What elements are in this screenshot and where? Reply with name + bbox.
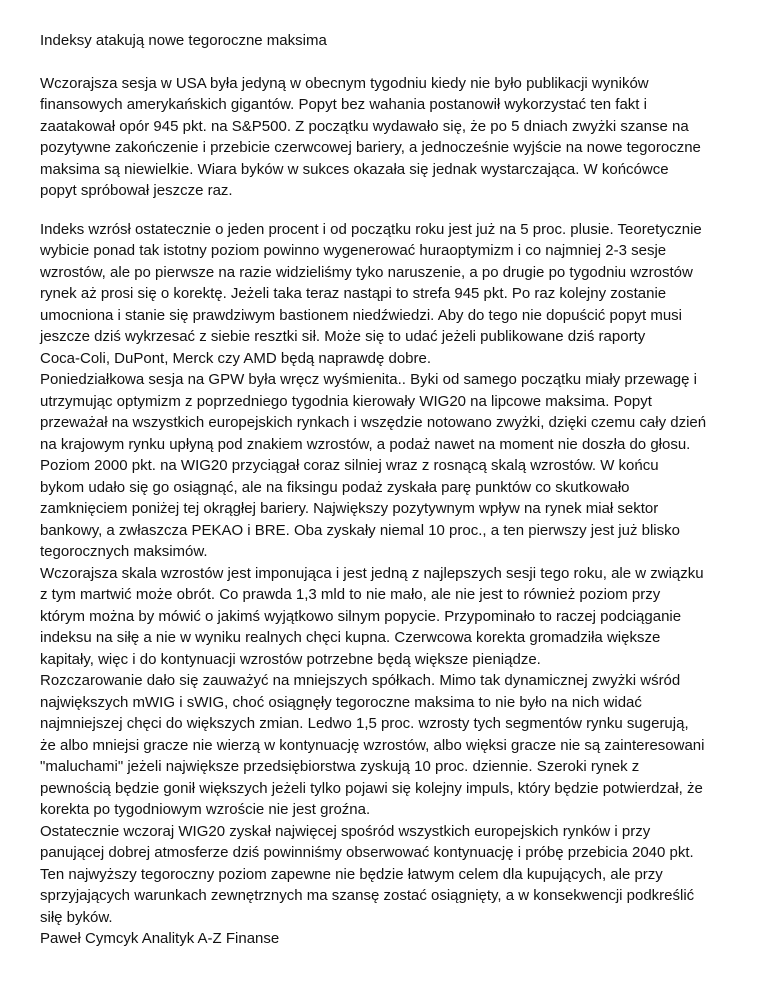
document-body — [40, 30, 740, 950]
article-title: Indeksy atakują nowe tegoroczne maksima — [40, 32, 327, 49]
paragraph-5: Rozczarowanie dało się zauważyć na mniejszych spółkach. Mimo tak dynamicznej zwyżki wśród największych mWIG i sWIG, choć osiągnęły tegoroczne maksima to nie było na nich widać najmniejszej chęci do większych zmian. Ledwo 1,5 proc. wzrosty tych segmentów rynku sugerują, że albo mniejsi gracze nie wierzą w kontynuację wzrostów, albo więksi gracze nie są zainteresowani "maluchami" jeżeli największe przedsiębiorstwa zyskują 10 proc. dziennie. Szeroki rynek z pewnością będzie gonił większych jeżeli tylko pojawi się kolejny impuls, który będzie potwierdzał, że korekta po tygodniowym wzroście nie jest groźna. — [40, 672, 705, 818]
paragraph-6: Ostatecznie wczoraj WIG20 zyskał najwięcej spośród wszystkich europejskich rynków i przy panującej dobrej atmosferze dziś powinniśmy obserwować kontynuację i próbę przebicia 2040 pkt. Ten najwyższy tegoroczny poziom zapewne nie będzie łatwym celem dla kupujących, ale przy sprzyjających warunkach zewnętrznych ma szansę zostać osiągnięty, a w konsekwencji podkreślić siłę byków. — [40, 822, 695, 926]
paragraph-2: Indeks wzrósł ostatecznie o jeden procent i od początku roku jest już na 5 proc. plusie. Teoretycznie wybicie ponad tak istotny poziom powinno wygenerować huraoptymizm i co najmniej 2-3 sesje wzrostów, ale po pierwsze na razie widzieliśmy tyko naruszenie, a po drugie po tygodniu wzrostów rynek aż prosi się o korektę. Jeżeli taka teraz nastąpi to strefa 945 pkt. Po raz kolejny zostanie umocniona i stanie się prawdziwym bastionem niedźwiedzi. Aby do tego nie dopuścić popyt musi jeszcze dziś wykrzesać z siebie resztki sił. Może się to udać jeżeli publikowane dziś raporty Coca-Coli, DuPont, Merck czy AMD będą naprawdę dobre. — [40, 220, 702, 367]
paragraph-4: Wczorajsza skala wzrostów jest imponująca i jest jedną z najlepszych sesji tego roku, ale w związku z tym martwić może obrót. Co prawda 1,3 mld to nie mało, ale nie jest to również poziom przy którym można by mówić o jakimś wyjątkowo silnym popycie. Przypominało to raczej podciąganie indeksu na siłę a nie w wyniku realnych chęci kupna. Czerwcowa korekta gromadziła większe kapitały, więc i do kontynuacji wzrostów potrzebne będą większe pieniądze. — [40, 564, 704, 668]
paragraph-3: Poniedziałkowa sesja na GPW była wręcz wyśmienita.. Byki od samego początku miały przewagę i utrzymując optymizm z poprzedniego tygodnia kierowały WIG20 na lipcowe maksima. Popyt przeważał na wszystkich europejskich rynkach i wszędzie notowano zwyżki, dzięki czemu cały dzień na krajowym rynku upłyną pod znakiem wzrostów, a podaż nawet na moment nie doszła do głosu. Poziom 2000 pkt. na WIG20 przyciągał coraz silniej wraz z rosnącą skalą wzrostów. W końcu bykom udało się go osiągnąć, ale na fiksingu podaż zyskała parę punktów co skutkowało zamknięciem poniżej tej okrągłej bariery. Największy pozytywnym wpływ na rynek miał sektor bankowy, a zwłaszcza PEKAO i BRE. Oba zyskały niemal 10 proc., a ten pierwszy jest już blisko tegorocznych maksimów. — [40, 371, 707, 560]
paragraph-1: Wczorajsza sesja w USA była jedyną w obecnym tygodniu kiedy nie było publikacji wyników finansowych amerykańskich gigantów. Popyt bez wahania postanowił wykorzystać ten fakt i zaatakował opór 945 pkt. na S&P500. Z początku wydawało się, że po 5 dniach zwyżki szanse na pozytywne zakończenie i przebicie czerwcowej bariery, a jednocześnie wyjście na nowe tegoroczne maksima są niewielkie. Wiara byków w sukces okazała się jednak wystarczająca. W końcówce popyt spróbował jeszcze raz. — [40, 74, 701, 199]
author-signature: Paweł Cymcyk Analityk A-Z Finanse — [40, 930, 280, 947]
